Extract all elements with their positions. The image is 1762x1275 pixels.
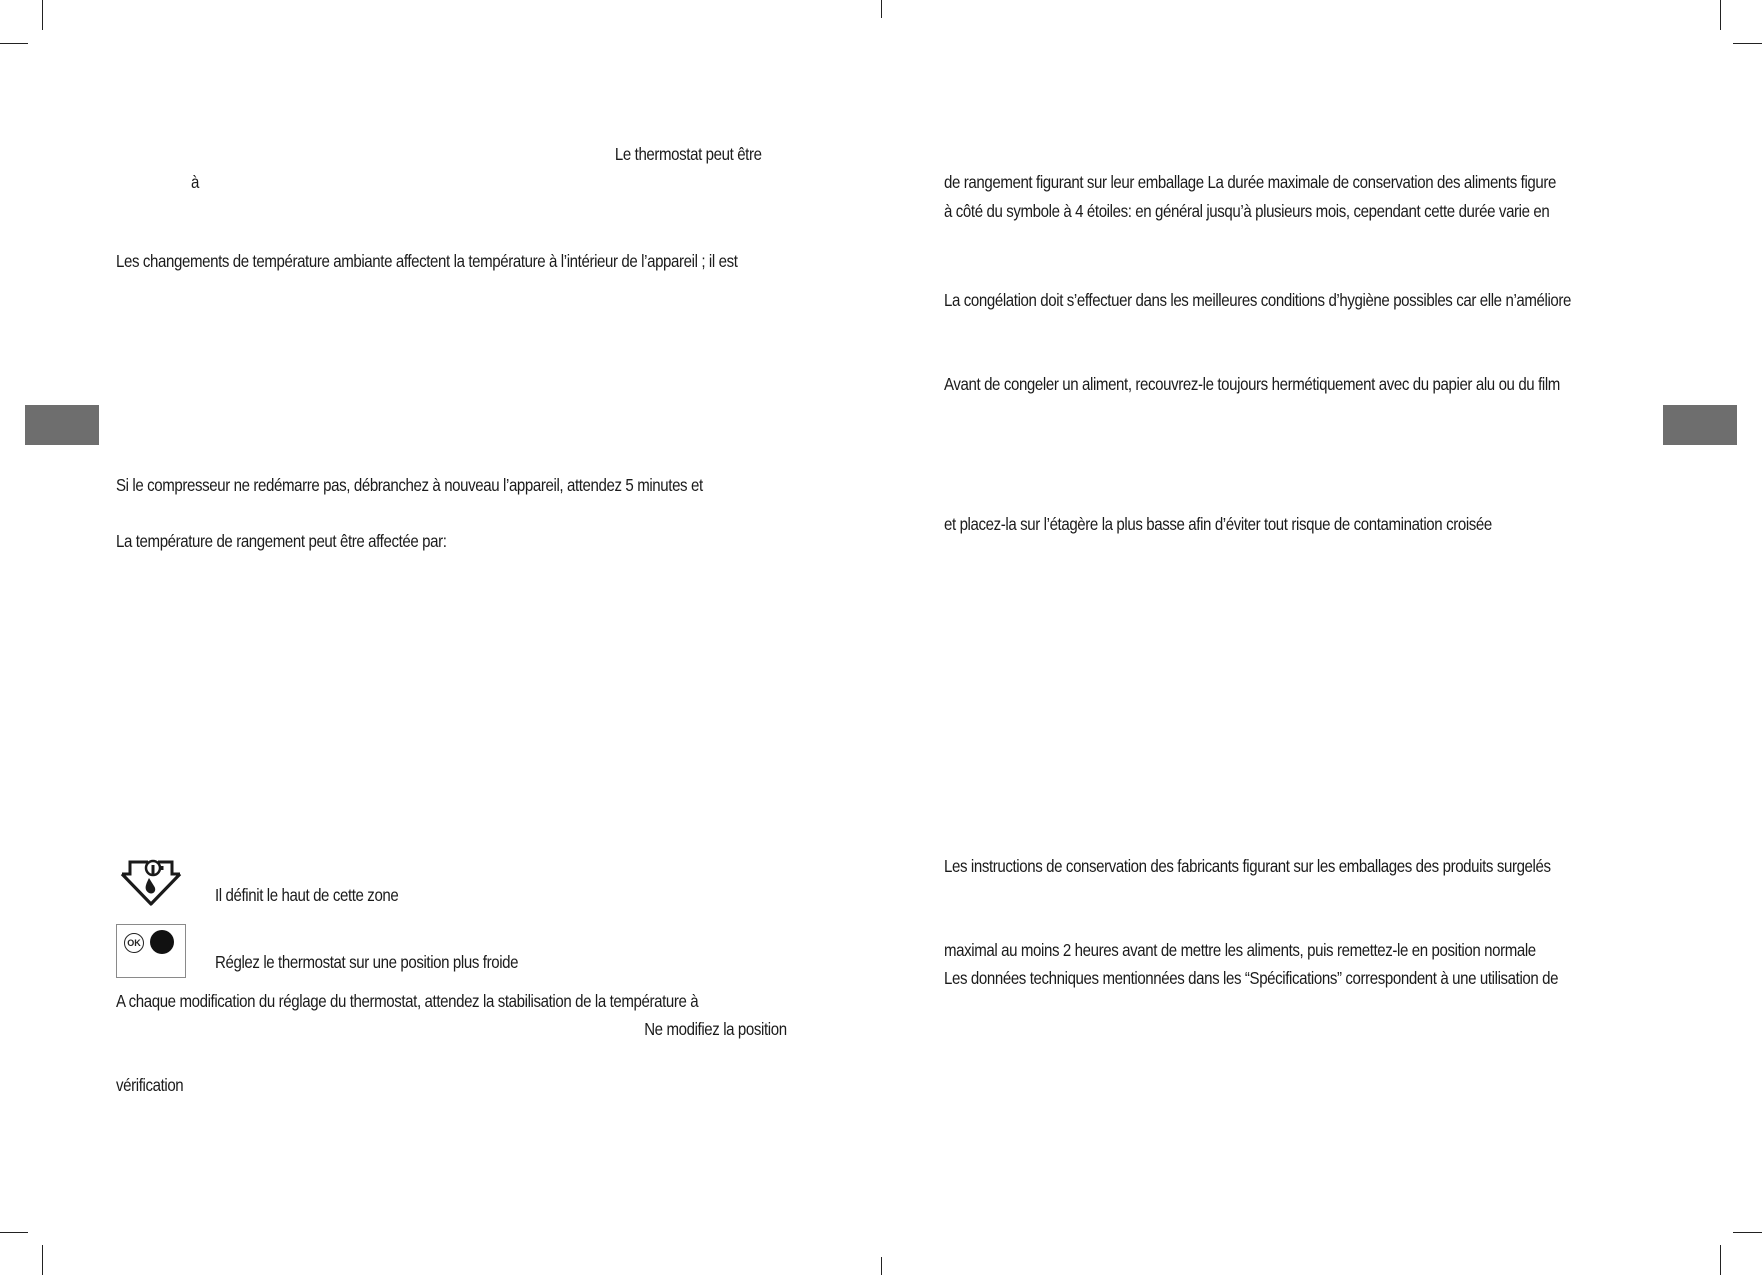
left-line-do-not-modify: Ne modifiez la position [644,1019,787,1039]
filled-dot-icon [150,930,174,954]
left-page-tab [25,405,99,445]
crop-mark-top-center [881,0,882,18]
crop-mark-top-right-h [1733,43,1762,44]
thermometer-zone-icon [118,858,184,908]
crop-mark-bottom-center [881,1257,882,1275]
right-line-wrap: Avant de congeler un aliment, recouvrez-le toujours hermétiquement avec du papier alu ou du film [944,374,1560,394]
ok-label: OK [127,938,141,948]
right-page-tab [1663,405,1737,445]
right-line-specifications: Les données techniques mentionnées dans les “Spécifications” correspondent à une utilisation de [944,968,1559,988]
ok-indicator-icon [124,933,144,953]
left-line-storage-temp: La température de rangement peut être affectée par: [116,531,447,551]
right-line-two-hours: maximal au moins 2 heures avant de mettre les aliments, puis remettez-le en position normale [944,940,1536,960]
crop-mark-bottom-right [1720,1245,1721,1275]
left-line-a: à [191,172,199,192]
left-line-ambient: Les changements de température ambiante affectent la température à l’intérieur de l’appareil ; il est [116,251,738,271]
left-line-thermostat: Le thermostat peut être [615,144,762,164]
crop-mark-bottom-left [42,1245,43,1275]
right-line-four-star: à côté du symbole à 4 étoiles: en général jusqu’à plusieurs mois, cependant cette durée varie en [944,201,1550,221]
crop-mark-top-left-h [0,43,28,44]
crop-mark-top-right [1720,0,1721,30]
left-line-compressor: Si le compresseur ne redémarre pas, débranchez à nouveau l’appareil, attendez 5 minutes et [116,475,703,495]
right-line-hygiene: La congélation doit s’effectuer dans les meilleures conditions d’hygiène possibles car elle n’améliore [944,290,1572,310]
right-line-lowest-shelf: et placez-la sur l’étagère la plus basse afin d’éviter tout risque de contamination croisée [944,514,1492,534]
crop-mark-bottom-right-h [1733,1232,1762,1233]
left-line-verification: vérification [116,1075,184,1095]
crop-mark-top-left [42,0,43,30]
right-line-manufacturer: Les instructions de conservation des fabricants figurant sur les emballages des produits surgelés [944,856,1551,876]
left-line-colder: Réglez le thermostat sur une position plus froide [215,952,519,972]
right-line-storage-package: de rangement figurant sur leur emballage La durée maximale de conservation des aliments figure [944,172,1556,192]
left-line-each-change: A chaque modification du réglage du thermostat, attendez la stabilisation de la température à [116,991,699,1011]
crop-mark-bottom-left-h [0,1232,28,1233]
left-line-zone-top: Il définit le haut de cette zone [215,885,399,905]
ok-indicator-box [116,924,186,978]
